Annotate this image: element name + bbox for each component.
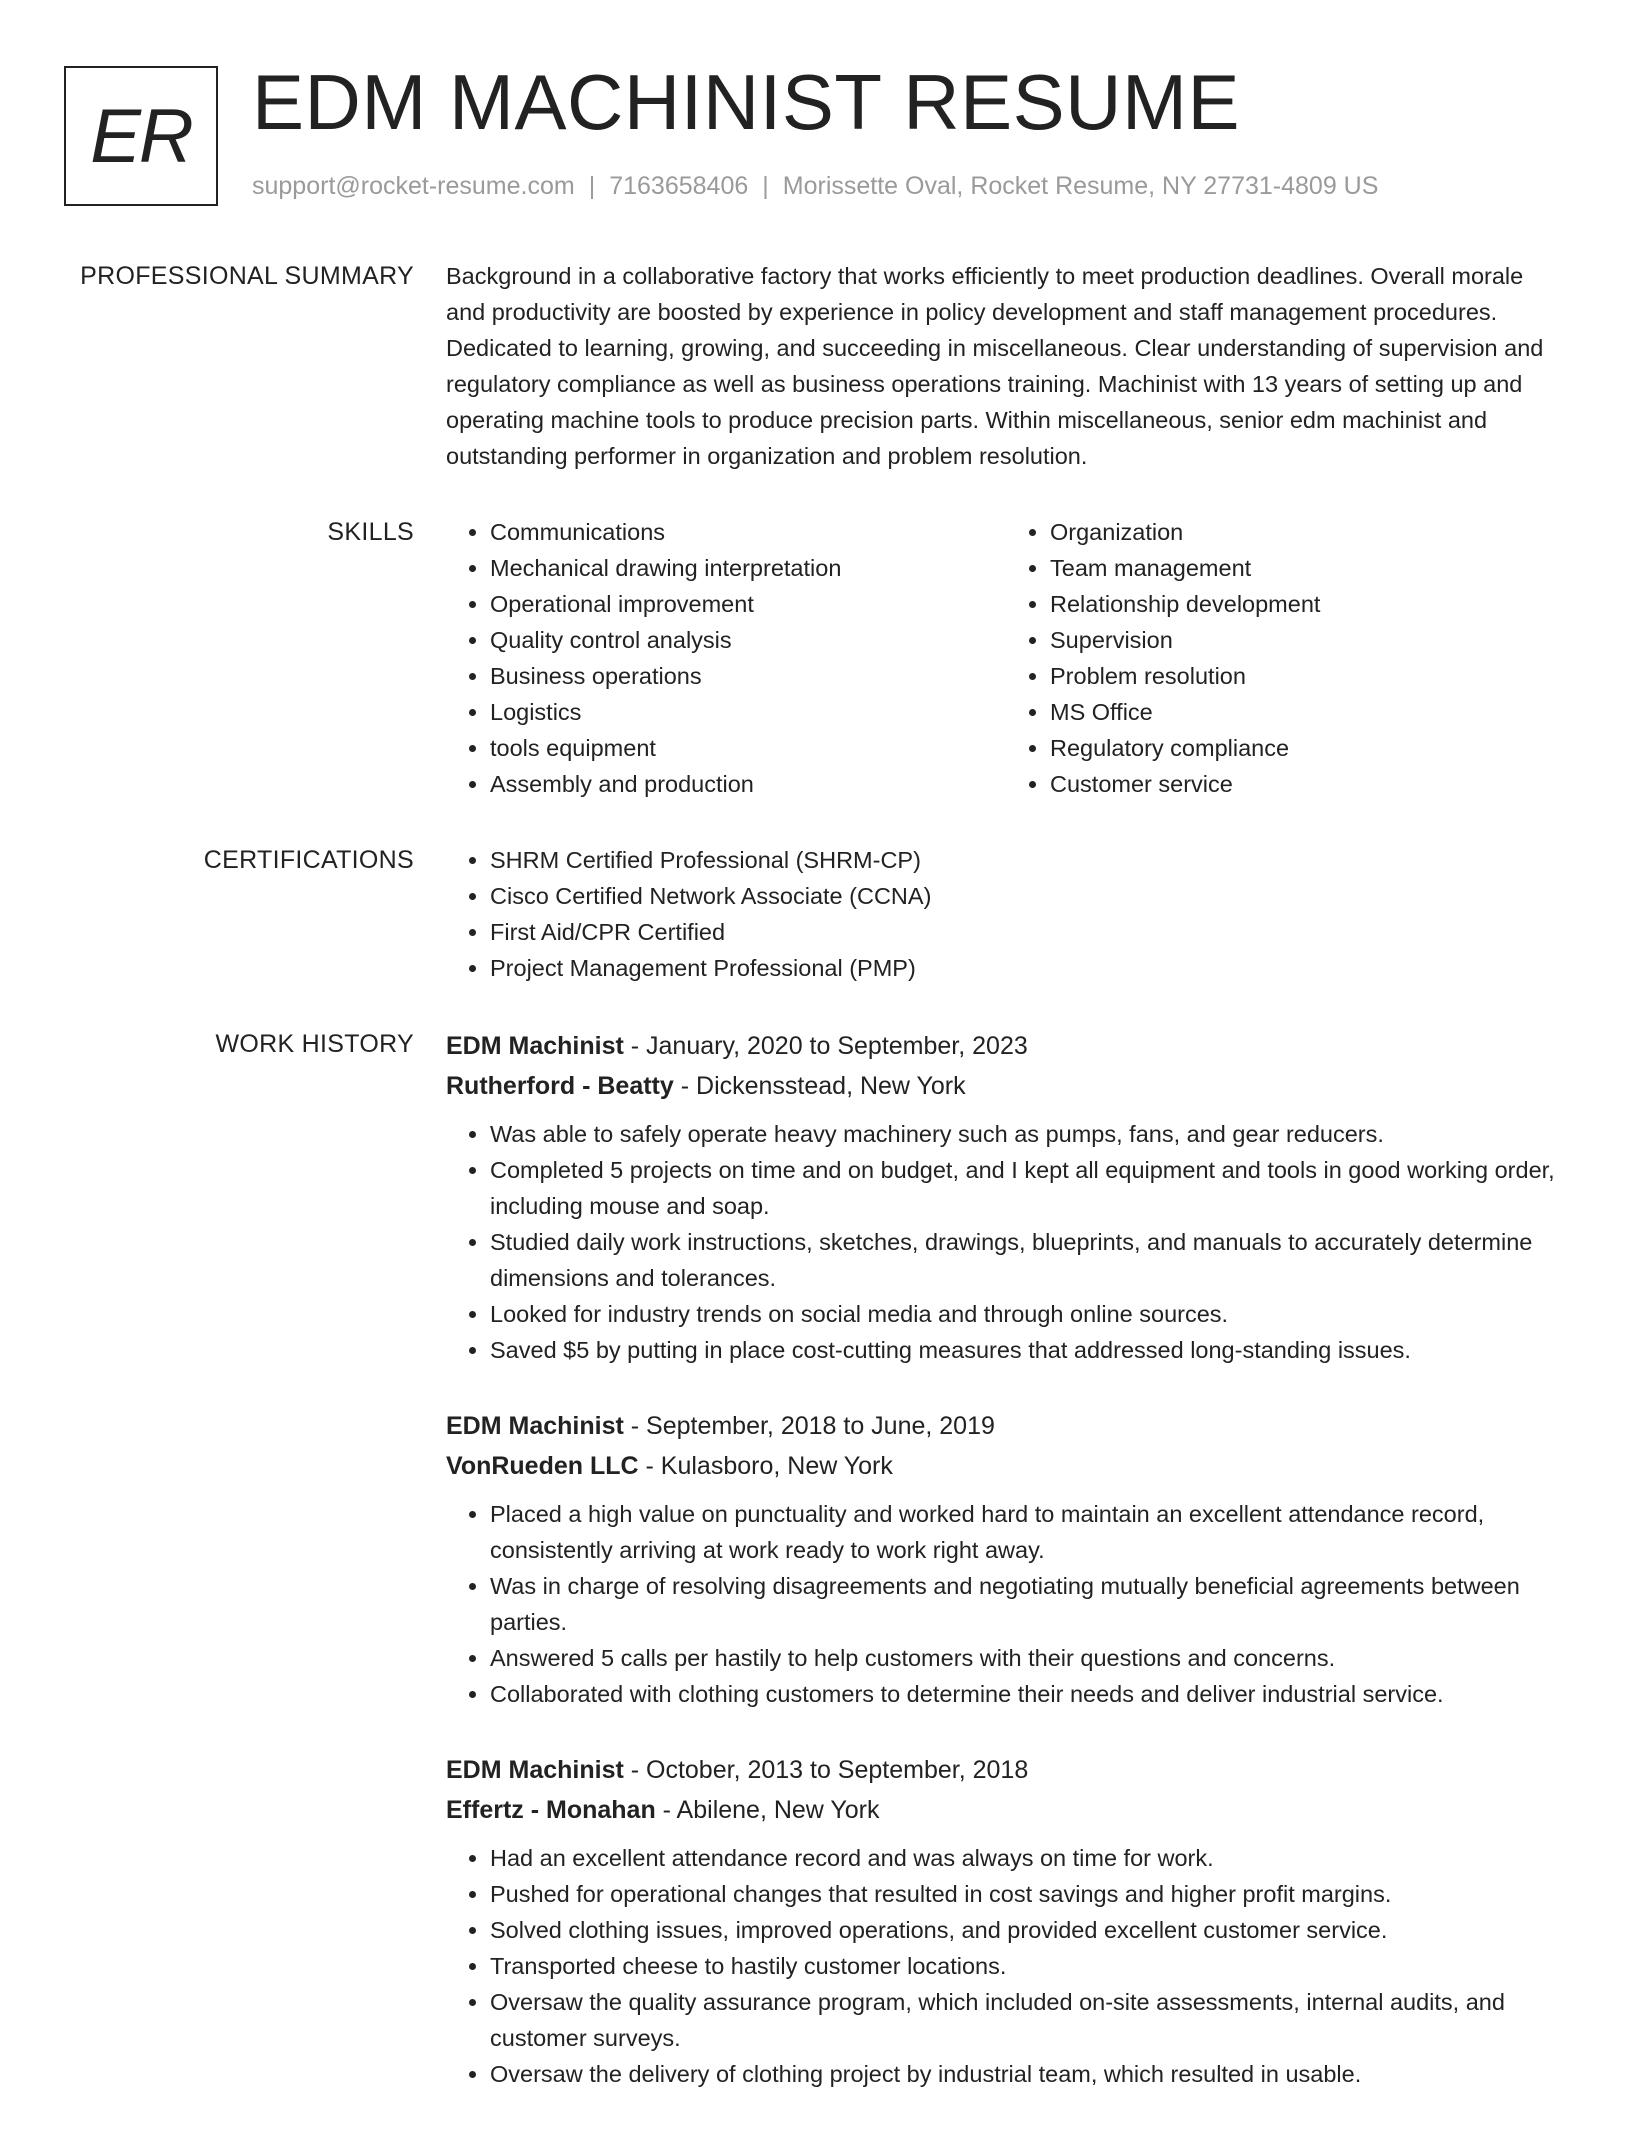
certification-item: • Project Management Professional (PMP) [490, 950, 1566, 986]
job-company-line [446, 1066, 1566, 1106]
skill-item: • Supervision [1050, 622, 1566, 658]
job-location: - Kulasboro, New York [638, 1452, 893, 1480]
skill-item: • Customer service [1050, 766, 1566, 802]
job-title-line [446, 1026, 1566, 1066]
skill-item: • Logistics [490, 694, 1006, 730]
skills-list-left [446, 514, 1006, 802]
skill-item: • Quality control analysis [490, 622, 1006, 658]
job-bullet: • Was in charge of resolving disagreements and negotiating mutually beneficial agreements between parties. [490, 1568, 1566, 1640]
skill-item: • Relationship development [1050, 586, 1566, 622]
skill-item: • Communications [490, 514, 1006, 550]
job-bullet: • Completed 5 projects on time and on budget, and I kept all equipment and tools in good working order, including mouse and soap. [490, 1152, 1566, 1224]
job-bullet: • Had an excellent attendance record and was always on time for work. [490, 1840, 1566, 1876]
job-bullet: • Looked for industry trends on social media and through online sources. [490, 1296, 1566, 1332]
contact-separator: | [588, 172, 596, 200]
job-company: Rutherford - Beatty [446, 1072, 674, 1100]
job-bullet: • Transported cheese to hastily customer locations. [490, 1948, 1566, 1984]
job-title: EDM Machinist [446, 1412, 624, 1440]
job-location: - Abilene, New York [655, 1796, 880, 1824]
certifications-list [446, 842, 1566, 986]
job-bullets [446, 1116, 1566, 1368]
job-bullet: • Solved clothing issues, improved operations, and provided excellent customer service. [490, 1912, 1566, 1948]
skill-item: • Problem resolution [1050, 658, 1566, 694]
skills-section [0, 514, 1632, 802]
job-title: EDM Machinist [446, 1756, 624, 1784]
contact-separator: | [762, 172, 769, 200]
job-entry [446, 1026, 1566, 1368]
certification-item: • Cisco Certified Network Associate (CCNA) [490, 878, 1566, 914]
skill-item: • Team management [1050, 550, 1566, 586]
job-entry [446, 1406, 1566, 1712]
section-label-skills: SKILLS [327, 518, 414, 546]
work-history-section [0, 1026, 1632, 2092]
job-title-line [446, 1750, 1566, 1790]
job-bullet: • Pushed for operational changes that resulted in cost savings and higher profit margins. [490, 1876, 1566, 1912]
resume-body [0, 258, 1632, 2132]
contact-address: Morissette Oval, Rocket Resume, NY 27731-4809 US [782, 172, 1379, 200]
job-bullet: • Studied daily work instructions, sketches, drawings, blueprints, and manuals to accurately determine dimensions and tolerances. [490, 1224, 1566, 1296]
summary-section [0, 258, 1632, 474]
contact-email[interactable]: support@rocket-resume.com [252, 172, 575, 200]
skills-list-right [1006, 514, 1566, 802]
summary-text: Background in a collaborative factory that works efficiently to meet production deadlines. Overall morale and productivity are boosted by experience in policy development and staff management procedures. Dedicated to learning, growing, and succeeding in miscellaneous. Clear understanding of supervision and regulatory compliance as well as business operations training. Machinist with 13 years of setting up and operating machine tools to produce precision parts. Within miscellaneous, senior edm machinist and outstanding performer in organization and problem resolution. [446, 263, 1544, 469]
contact-phone[interactable]: 7163658406 [609, 172, 749, 200]
job-company: VonRueden LLC [446, 1452, 639, 1480]
monogram-initials: ER [90, 93, 192, 179]
job-company-line [446, 1446, 1566, 1486]
section-label-certifications: CERTIFICATIONS [203, 846, 414, 874]
skill-item: • Operational improvement [490, 586, 1006, 622]
job-location: - Dickensstead, New York [673, 1072, 966, 1100]
job-bullet: • Answered 5 calls per hastily to help customers with their questions and concerns. [490, 1640, 1566, 1676]
job-bullet: • Saved $5 by putting in place cost-cutting measures that addressed long-standing issues. [490, 1332, 1566, 1368]
skill-item: • Mechanical drawing interpretation [490, 550, 1006, 586]
job-bullet: • Collaborated with clothing customers to determine their needs and deliver industrial service. [490, 1676, 1566, 1712]
section-label-summary: PROFESSIONAL SUMMARY [80, 262, 414, 290]
job-bullet: • Placed a high value on punctuality and worked hard to maintain an excellent attendance record, consistently arriving at work ready to work right away. [490, 1496, 1566, 1568]
job-company: Effertz - Monahan [446, 1796, 656, 1824]
section-label-work-history: WORK HISTORY [215, 1030, 414, 1058]
skill-item: • Regulatory compliance [1050, 730, 1566, 766]
skill-item: • MS Office [1050, 694, 1566, 730]
skill-item: • tools equipment [490, 730, 1006, 766]
certification-item: • First Aid/CPR Certified [490, 914, 1566, 950]
job-title-line [446, 1406, 1566, 1446]
monogram-logo [64, 66, 218, 206]
job-bullet: • Oversaw the quality assurance program, which included on-site assessments, internal audits, and customer surveys. [490, 1984, 1566, 2056]
job-bullet: • Oversaw the delivery of clothing project by industrial team, which resulted in usable. [490, 2056, 1566, 2092]
job-dates: - January, 2020 to September, 2023 [623, 1032, 1028, 1060]
resume-title: EDM MACHINIST RESUME [252, 58, 1240, 146]
job-company-line [446, 1790, 1566, 1830]
job-dates: - September, 2018 to June, 2019 [623, 1412, 995, 1440]
skill-item: • Assembly and production [490, 766, 1006, 802]
job-title: EDM Machinist [446, 1032, 624, 1060]
job-bullets [446, 1496, 1566, 1712]
contact-line [252, 172, 1378, 201]
job-dates: - October, 2013 to September, 2018 [623, 1756, 1029, 1784]
certification-item: • SHRM Certified Professional (SHRM-CP) [490, 842, 1566, 878]
certifications-section [0, 842, 1632, 986]
skill-item: • Business operations [490, 658, 1006, 694]
job-bullet: • Was able to safely operate heavy machinery such as pumps, fans, and gear reducers. [490, 1116, 1566, 1152]
job-entry [446, 1750, 1566, 2092]
job-bullets [446, 1840, 1566, 2092]
skill-item: • Organization [1050, 514, 1566, 550]
